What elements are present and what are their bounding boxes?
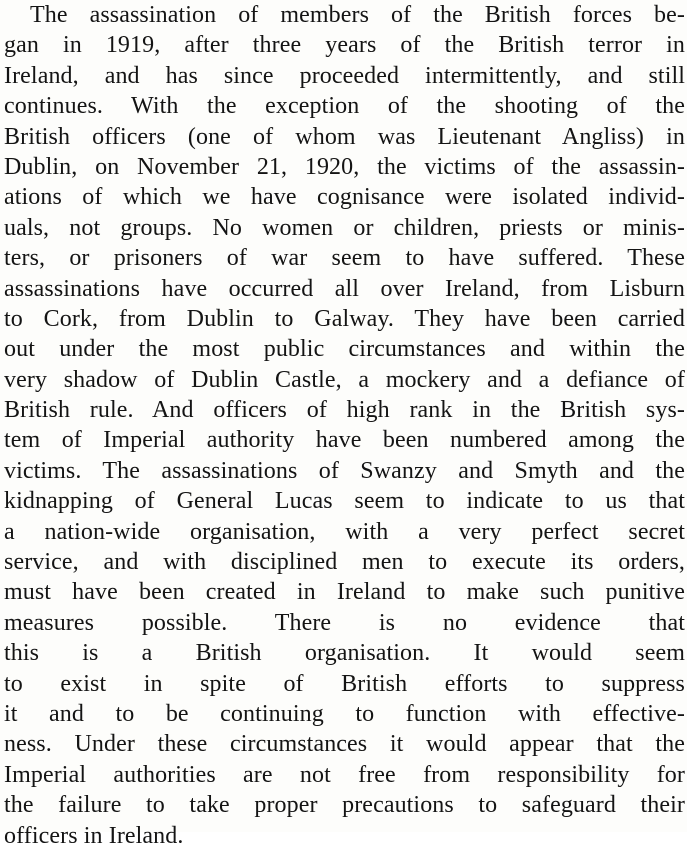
text-line: Ireland, and has since proceeded intermittently, and still — [4, 62, 685, 89]
text-line: to Cork, from Dublin to Galway. They have been carried — [4, 305, 685, 332]
text-line: continues. With the exception of the shooting of the — [4, 93, 685, 120]
text-line: Dublin, on November 21, 1920, the victims of the assassin- — [4, 153, 685, 180]
text-line: out under the most public circumstances and within the — [4, 336, 685, 363]
text-line: tem of Imperial authority have been numbered among the — [4, 427, 685, 454]
text-line: service, and with disciplined men to execute its orders, — [4, 549, 685, 576]
text-line: ness. Under these circumstances it would appear that the — [4, 731, 685, 758]
text-line: it and to be continuing to function with effective- — [4, 700, 685, 727]
text-line: uals, not groups. No women or children, priests or minis- — [4, 214, 685, 241]
text-line: Imperial authorities are not free from responsibility for — [4, 761, 685, 788]
text-line: must have been created in Ireland to make such punitive — [4, 579, 685, 606]
paragraph — [4, 0, 685, 851]
text-line: measures possible. There is no evidence that — [4, 609, 685, 636]
text-line: assassinations have occurred all over Ireland, from Lisburn — [4, 275, 685, 302]
text-line: British rule. And officers of high rank in the British sys- — [4, 397, 685, 424]
text-line: The assassination of members of the British forces be- — [30, 2, 685, 28]
text-line: a nation-wide organisation, with a very perfect secret — [4, 518, 685, 545]
text-line: the failure to take proper precautions to safeguard their — [4, 792, 685, 819]
text-line: kidnapping of General Lucas seem to indicate to us that — [4, 488, 685, 515]
text-line: very shadow of Dublin Castle, a mockery and a defiance of — [4, 366, 685, 393]
text-line: gan in 1919, after three years of the British terror in — [4, 32, 685, 59]
text-line: to exist in spite of British efforts to suppress — [4, 670, 685, 697]
text-line: victims. The assassinations of Swanzy and Smyth and the — [4, 457, 685, 484]
text-line: ations of which we have cognisance were isolated individ- — [4, 184, 685, 211]
text-line: this is a British organisation. It would seem — [4, 640, 685, 667]
text-line: ters, or prisoners of war seem to have suffered. These — [4, 245, 685, 272]
text-line: British officers (one of whom was Lieutenant Angliss) in — [4, 123, 685, 150]
text-line: officers in Ireland. — [4, 822, 184, 849]
